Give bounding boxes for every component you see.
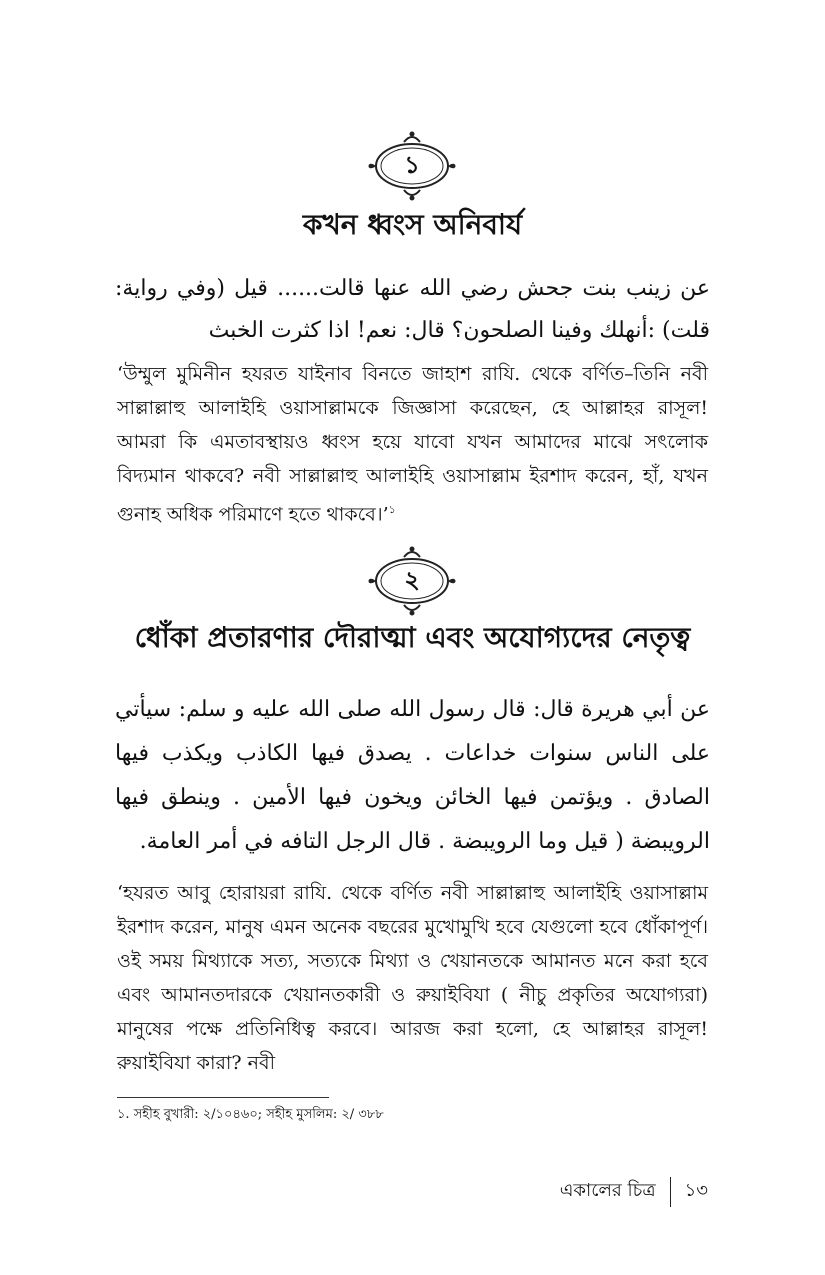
footer-separator [670,1177,671,1207]
section-1-ornament [362,128,462,204]
page-footer [560,1176,708,1207]
section-2-ornament [362,543,462,619]
footnote-divider [117,1097,329,1098]
book-title: একালের চিত্র [559,1180,656,1201]
section-2-arabic-text: عن أبي هريرة قال: قال رسول الله صلى الله عليه و سلم: سيأتي على الناس سنوات خداعات . يصدق فيها الكاذب ويكذب فيها الصادق . ويؤتمن فيها الخائن ويخون فيها الأمين . وينطق فيها الرويبضة ( قيل وما الرويبضة . قال الرجل التافه في أمر العامة. [115,697,710,854]
section-2-bangla-text: ‘হযরত আবু হোরায়রা রাযি. থেকে বর্ণিত নবী সাল্লাল্লাহু আলাইহি ওয়াসাল্লাম ইরশাদ করেন, মানুষ এমন অনেক বছরের মুখোমুখি হবে যেগুলো হবে ধোঁকাপূর্ণ। ওই সময় মিথ্যাকে সত্য, সত্যকে মিথ্যা ও খেয়ানতকে আমানত মনে করা হবে এবং আমানতদারকে খেয়ানতকারী ও রুয়াইবিযা ( নীচু প্রকৃতির অযোগ্যরা) মানুষের পক্ষে প্রতিনিধিত্ব করবে। আরজ করা হলো, হে আল্লাহর রাসূল! রুয়াইবিযা কারা? নবী [117,882,708,1074]
section-1-number: ১ [404,150,420,179]
page-number: ১৩ [684,1180,708,1201]
section-1-title: কখন ধ্বংস অনিবার্য [302,208,523,241]
section-1-bangla-text [117,357,708,531]
section-2-title: ধোঁকা প্রতারণার দৌরাত্মা এবং অযোগ্যদের নেতৃত্ব [134,621,691,654]
section-1-arabic-text: عن زينب بنت جحش رضي الله عنها قالت...... قيل (وفي رواية: قلت) :أنهلك وفينا الصلحون؟ قال: نعم! اذا كثرت الخبث [115,276,710,343]
footnote-marker: ১ [388,503,396,516]
section-1-bangla-body: ‘উম্মুল মুমিনীন হযরত যাইনাব বিনতে জাহাশ রাযি. থেকে বর্ণিত–তিনি নবী সাল্লাল্লাহু আলাইহি ওয়াসাল্লামকে জিজ্ঞাসা করেছেন, হে আল্লাহর রাসূল! আমরা কি এমতাবস্থায়ও ধ্বংস হয়ে যাবো যখন আমাদের মাঝে সৎলোক বিদ্যমান থাকবে? নবী সাল্লাল্লাহু আলাইহি ওয়াসাল্লাম ইরশাদ করেন, হাঁ, যখন গুনাহ অধিক পরিমাণে হতে থাকবে।’ [117,363,708,526]
section-2-number: ২ [404,565,420,594]
footnote: ১. সহীহ বুখারী: ২/১০৪৬০; সহীহ মুসলিম: ২/ ৩৮৮ [117,1107,384,1122]
